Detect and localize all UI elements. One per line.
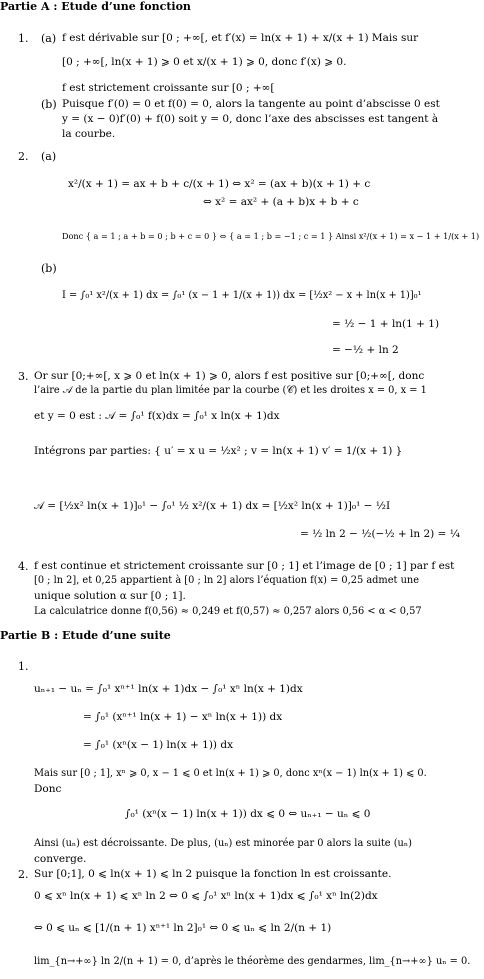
q4-line-4: La calculatrice donne f(0,56) ≈ 0,249 et f(0,57) ≈ 0,257 alors 0,56 < α < 0,57 (34, 606, 422, 617)
b2-equation-2: ⇔ 0 ⩽ uₙ ⩽ [1/(n + 1) xⁿ⁺¹ ln 2]₀¹ ⇔ 0 ⩽ uₙ ⩽ ln 2/(n + 1) (34, 922, 332, 934)
b1-line-2: Donc (34, 783, 62, 795)
q2a-system: Donc { a = 1 ; a + b = 0 ; b + c = 0 } ⇔ { a = 1 ; b = −1 ; c = 1 } Ainsi x²/(x + 1) = x − 1 + 1/(x + 1) (62, 231, 480, 241)
item-number-b1: 1. (18, 660, 29, 673)
q4-line-3: unique solution α sur [0 ; 1]. (34, 590, 186, 602)
item-label-2a: (a) (41, 150, 57, 163)
part-b-title: Partie B : Etude d’une suite (0, 629, 171, 642)
b2-line-1: Sur [0;1], 0 ⩽ ln(x + 1) ⩽ ln 2 puisque la fonction ln est croissante. (34, 868, 392, 880)
q1a-line-3: f est strictement croissante sur [0 ; +∞[ (62, 82, 275, 94)
q2b-equation-1: I = ∫₀¹ x²/(x + 1) dx = ∫₀¹ (x − 1 + 1/(x + 1)) dx = [½x² − x + ln(x + 1)]₀¹ (62, 290, 422, 301)
q3-equation-2: = ½ ln 2 − ½(−½ + ln 2) = ¼ (300, 528, 460, 540)
q4-line-2: [0 ; ln 2], et 0,25 appartient à [0 ; ln 2] alors l’équation f(x) = 0,25 admet une (34, 575, 419, 586)
q1b-line-3: la courbe. (62, 128, 116, 140)
q2a-equation-2: ⇔ x² = ax² + (a + b)x + b + c (203, 196, 359, 208)
q3-equation-1: 𝒜 = [½x² ln(x + 1)]₀¹ − ∫₀¹ ½ x²/(x + 1) dx = [½x² ln(x + 1)]₀¹ − ½I (34, 500, 391, 512)
item-label-2b: (b) (41, 262, 57, 275)
q3-line-1: Or sur [0;+∞[, x ⩾ 0 et ln(x + 1) ⩾ 0, alors f est positive sur [0;+∞[, donc (34, 370, 425, 382)
q1b-line-1: Puisque f′(0) = 0 et f(0) = 0, alors la tangente au point d’abscisse 0 est (62, 98, 440, 110)
item-label-1a: (a) (41, 32, 57, 45)
b2-equation-1: 0 ⩽ xⁿ ln(x + 1) ⩽ xⁿ ln 2 ⇔ 0 ⩽ ∫₀¹ xⁿ ln(x + 1)dx ⩽ ∫₀¹ xⁿ ln(2)dx (34, 890, 378, 902)
b1-equation-2: = ∫₀¹ (xⁿ⁺¹ ln(x + 1) − xⁿ ln(x + 1)) dx (83, 711, 283, 723)
b1-equation-3: = ∫₀¹ (xⁿ(x − 1) ln(x + 1)) dx (83, 739, 233, 751)
item-number-4: 4. (18, 560, 29, 573)
part-a-title: Partie A : Etude d’une fonction (0, 0, 191, 13)
b2-equation-3: lim_{n→+∞} ln 2/(n + 1) = 0, d’après le théorème des gendarmes, lim_{n→+∞} uₙ = 0. (34, 956, 471, 967)
q2a-equation-1: x²/(x + 1) = ax + b + c/(x + 1) ⇔ x² = (ax + b)(x + 1) + c (68, 178, 371, 190)
q1a-line-1: f est dérivable sur [0 ; +∞[, et f′(x) = ln(x + 1) + x/(x + 1) Mais sur (62, 32, 419, 44)
b1-line-4: converge. (34, 853, 87, 865)
q1b-line-2: y = (x − 0)f′(0) + f(0) soit y = 0, donc l’axe des abscisses est tangent à (62, 113, 439, 125)
q2b-equation-3: = −½ + ln 2 (332, 344, 399, 356)
item-number-b2: 2. (18, 868, 29, 881)
q2b-equation-2: = ½ − 1 + ln(1 + 1) (332, 318, 440, 330)
q3-line-3: et y = 0 est : 𝒜 = ∫₀¹ f(x)dx = ∫₀¹ x ln(x + 1)dx (34, 410, 280, 422)
b1-line-3: Ainsi (uₙ) est décroissante. De plus, (uₙ) est minorée par 0 alors la suite (uₙ) (34, 838, 412, 849)
b1-equation-4: ∫₀¹ (xⁿ(x − 1) ln(x + 1)) dx ⩽ 0 ⇔ uₙ₊₁ − uₙ ⩽ 0 (125, 808, 371, 820)
q3-integration-by-parts: Intégrons par parties: { u′ = x u = ½x² ; v = ln(x + 1) v′ = 1/(x + 1) } (34, 445, 403, 457)
b1-equation-1: uₙ₊₁ − uₙ = ∫₀¹ xⁿ⁺¹ ln(x + 1)dx − ∫₀¹ xⁿ ln(x + 1)dx (34, 683, 303, 695)
q4-line-1: f est continue et strictement croissante sur [0 ; 1] et l’image de [0 ; 1] par f est (34, 560, 455, 572)
item-number-1: 1. (18, 32, 29, 45)
item-number-2: 2. (18, 150, 29, 163)
q3-line-2: l’aire 𝒜 de la partie du plan limitée par la courbe (𝒞) et les droites x = 0, x = 1 (34, 385, 427, 396)
b1-line-1: Mais sur [0 ; 1], xⁿ ⩾ 0, x − 1 ⩽ 0 et ln(x + 1) ⩾ 0, donc xⁿ(x − 1) ln(x + 1) ⩽ 0. (34, 768, 427, 779)
q1a-line-2: [0 ; +∞[, ln(x + 1) ⩾ 0 et x/(x + 1) ⩾ 0, donc f′(x) ⩾ 0. (62, 56, 347, 68)
item-number-3: 3. (18, 370, 29, 383)
item-label-1b: (b) (41, 98, 57, 111)
